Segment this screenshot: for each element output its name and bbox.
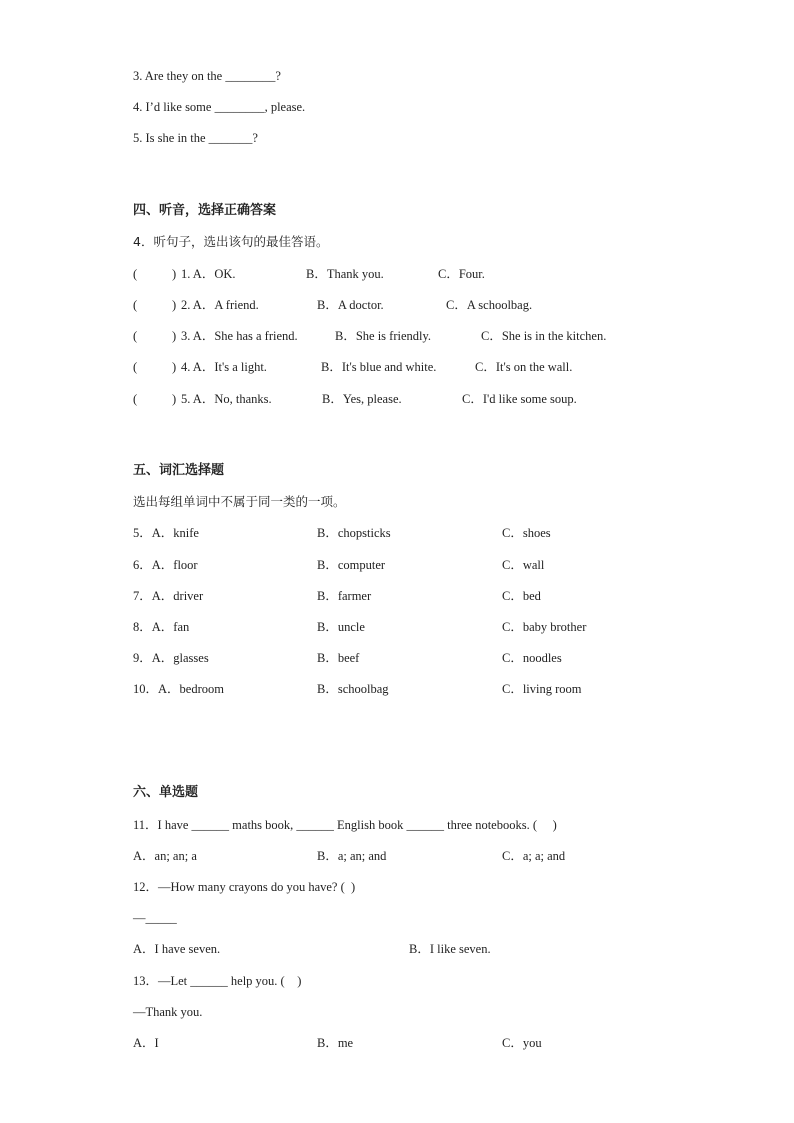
option-c: C．A schoolbag. <box>446 298 533 312</box>
answer-paren-close: ) <box>172 360 177 374</box>
option-a: A．I have seven. <box>133 942 221 956</box>
option-a: 7．A．driver <box>133 589 204 603</box>
fill-blank-item-5: 5. Is she in the _______? <box>133 131 258 145</box>
section-6-title: 六、单选题 <box>133 785 199 800</box>
option-b: B．farmer <box>317 589 372 603</box>
answer-paren-close: ) <box>172 267 177 281</box>
option-b: B．beef <box>317 651 360 665</box>
option-b: B．It's blue and white. <box>321 360 437 374</box>
answer-paren-close: ) <box>172 329 177 343</box>
option-a: A．an; an; a <box>133 849 197 863</box>
option-b: B．She is friendly. <box>335 329 432 343</box>
option-c: C．Four. <box>438 267 485 281</box>
option-b: B．Yes, please. <box>322 392 402 406</box>
option-a: 8．A．fan <box>133 620 190 634</box>
answer-paren-open: ( <box>133 298 138 312</box>
option-b: B．schoolbag <box>317 682 389 696</box>
fill-blank-item-4: 4. I’d like some ________, please. <box>133 100 306 114</box>
option-b: B．I like seven. <box>409 942 491 956</box>
option-a: 9．A．glasses <box>133 651 209 665</box>
question-13-stem: 13．—Let ______ help you. ( ) <box>133 974 302 988</box>
option-c: C．noodles <box>502 651 562 665</box>
option-a: A．I <box>133 1036 159 1050</box>
fill-blank-item-3: 3. Are they on the ________? <box>133 69 281 83</box>
option-b: B．Thank you. <box>306 267 384 281</box>
option-a: 4. A．It's a light. <box>181 360 267 374</box>
option-a: 3. A．She has a friend. <box>181 329 298 343</box>
question-12-stem: 12．—How many crayons do you have? ( ) <box>133 880 356 894</box>
answer-paren-open: ( <box>133 392 138 406</box>
section-5-instruction: 选出每组单词中不属于同一类的一项。 <box>133 494 346 509</box>
section-4-instruction: 4．听句子，选出该句的最佳答语。 <box>133 234 329 249</box>
option-c: C．bed <box>502 589 541 603</box>
answer-paren-open: ( <box>133 267 138 281</box>
option-c: C．living room <box>502 682 582 696</box>
option-c: C．a; a; and <box>502 849 566 863</box>
option-a: 6．A．floor <box>133 558 198 572</box>
option-a: 5. A．No, thanks. <box>181 392 272 406</box>
option-b: B．chopsticks <box>317 526 391 540</box>
answer-paren-open: ( <box>133 360 138 374</box>
question-11-stem: 11．I have ______ maths book, ______ English book ______ three notebooks. ( ) <box>133 818 557 832</box>
answer-paren-close: ) <box>172 392 177 406</box>
question-12-answer-line: —_____ <box>133 911 177 925</box>
option-b: B．computer <box>317 558 386 572</box>
option-b: B．a; an; and <box>317 849 387 863</box>
option-c: C．She is in the kitchen. <box>481 329 607 343</box>
section-5-title: 五、词汇选择题 <box>133 463 225 478</box>
option-c: C．baby brother <box>502 620 587 634</box>
section-4-title: 四、听音，选择正确答案 <box>133 203 277 218</box>
option-a: 10．A．bedroom <box>133 682 224 696</box>
question-13-reply: —Thank you. <box>133 1005 203 1019</box>
option-a: 1. A．OK. <box>181 267 236 281</box>
option-b: B．A doctor. <box>317 298 384 312</box>
option-c: C．It's on the wall. <box>475 360 573 374</box>
option-b: B．uncle <box>317 620 365 634</box>
answer-paren-open: ( <box>133 329 138 343</box>
option-b: B．me <box>317 1036 354 1050</box>
option-a: 2. A．A friend. <box>181 298 259 312</box>
option-a: 5．A．knife <box>133 526 199 540</box>
option-c: C．I'd like some soup. <box>462 392 577 406</box>
answer-paren-close: ) <box>172 298 177 312</box>
option-c: C．wall <box>502 558 545 572</box>
option-c: C．shoes <box>502 526 551 540</box>
option-c: C．you <box>502 1036 542 1050</box>
